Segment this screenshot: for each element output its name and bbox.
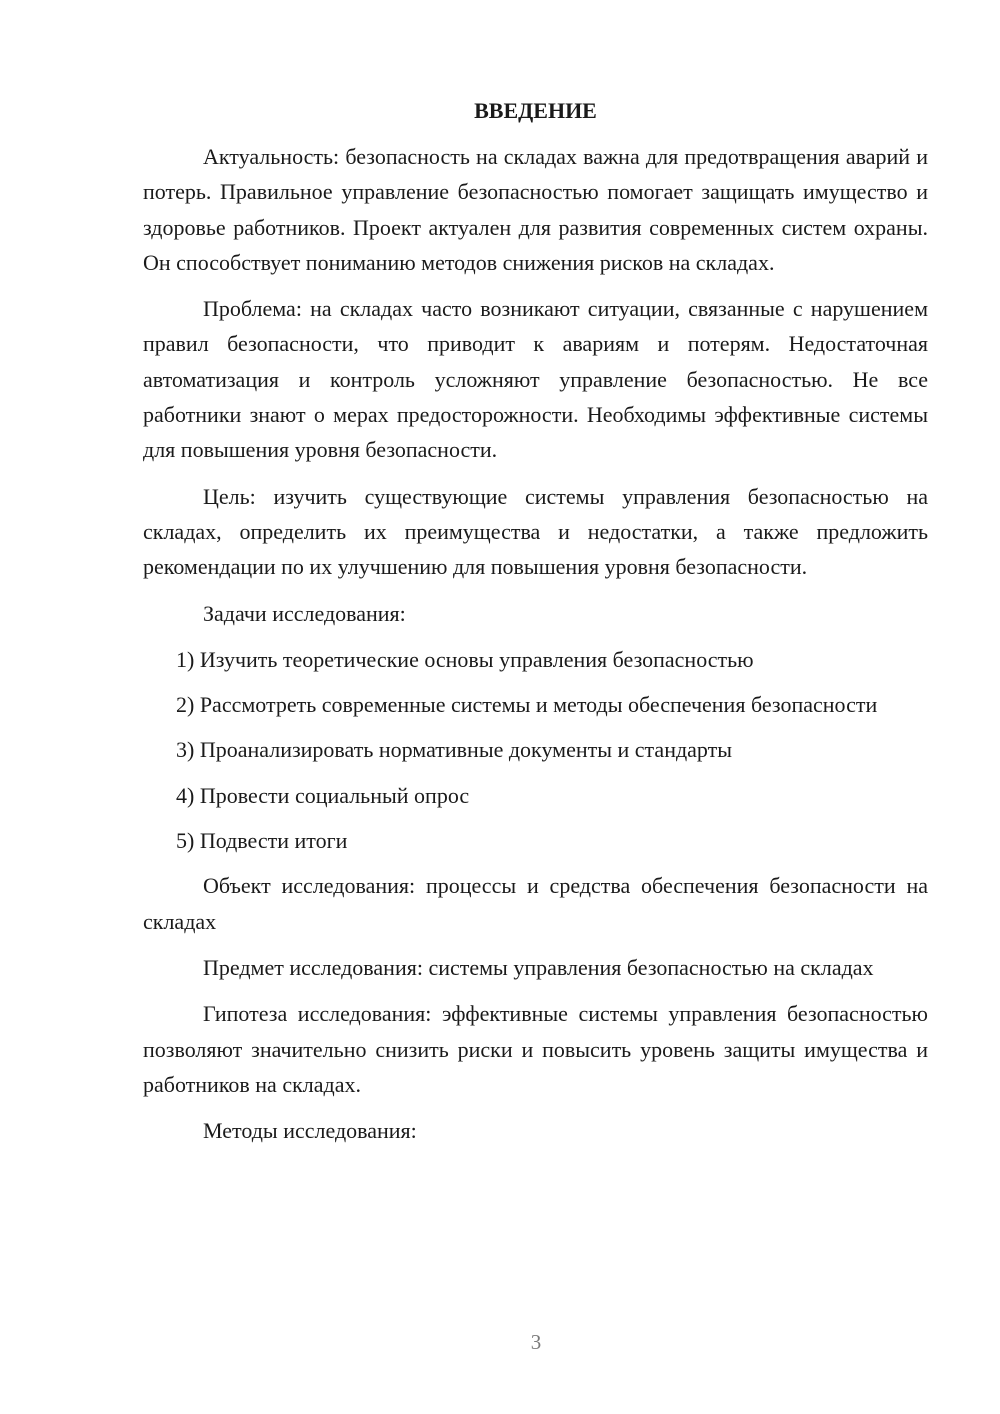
list-item: 5) Подвести итоги — [176, 828, 348, 854]
list-item: 1) Изучить теоретические основы управления безопасностью — [176, 646, 754, 672]
list-item: 2) Рассмотреть современные системы и методы обеспечения безопасности — [176, 692, 878, 718]
page-content — [143, 94, 928, 1159]
goal-paragraph: Цель: изучить существующие системы управления безопасностью на складах, определить их преимущества и недостатки, а также предложить рекомендации по их улучшению для повышения уровня безопасности. — [143, 483, 928, 580]
list-item: 4) Провести социальный опрос — [176, 782, 470, 808]
section-heading: ВВЕДЕНИЕ — [474, 98, 597, 123]
list-item: 3) Проанализировать нормативные документы и стандарты — [176, 737, 733, 763]
methods-paragraph: Методы исследования: — [203, 1118, 417, 1144]
tasks-list — [143, 642, 928, 858]
relevance-paragraph: Актуальность: безопасность на складах важна для предотвращения аварий и потерь. Правильное управление безопасностью помогает защищать имущество и здоровье работников. Проект актуален для развития современных систем охраны. Он способствует пониманию методов снижения рисков на складах. — [143, 144, 928, 275]
tasks-intro: Задачи исследования: — [203, 600, 406, 626]
hypothesis-paragraph: Гипотеза исследования: эффективные системы управления безопасностью позволяют значительно снизить риски и повысить уровень защиты имущества и работников на складах. — [143, 1001, 928, 1097]
page-number: 3 — [530, 1330, 542, 1354]
object-paragraph: Объект исследования: процессы и средства обеспечения безопасности на складах — [143, 873, 928, 934]
problem-paragraph: Проблема: на складах часто возникают ситуации, связанные с нарушением правил безопасности, что приводит к авариям и потерям. Недостаточная автоматизация и контроль усложняют управление безопасностью. Не все работники знают о мерах предосторожности. Необходимы эффективные системы для повышения уровня безопасности. — [143, 296, 928, 463]
subject-paragraph: Предмет исследования: системы управления безопасностью на складах — [203, 954, 874, 980]
